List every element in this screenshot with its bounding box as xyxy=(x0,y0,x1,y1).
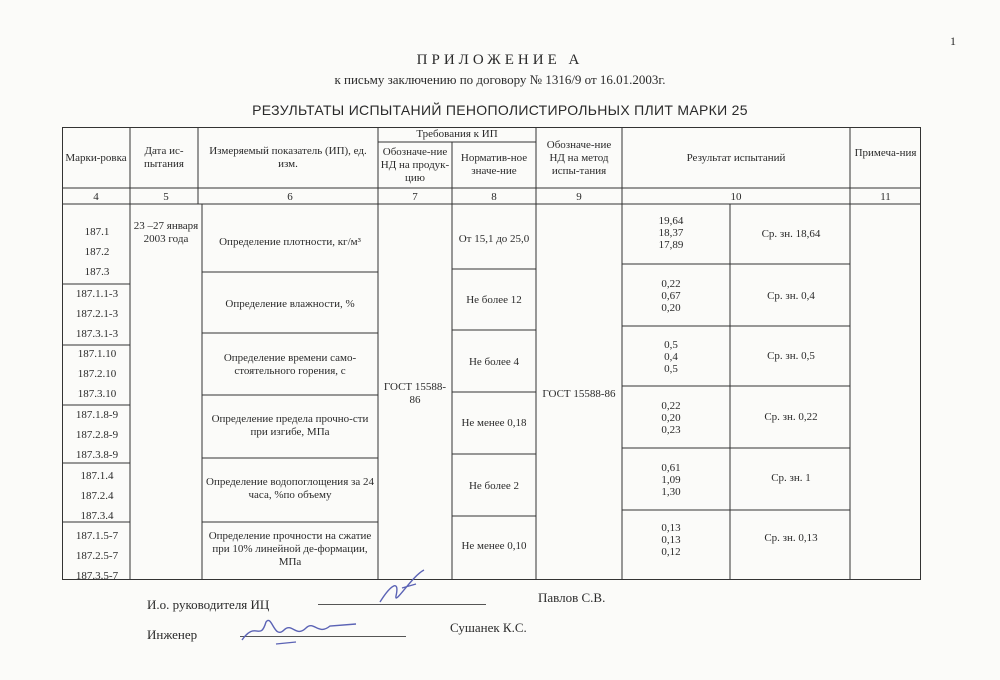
col-number: 10 xyxy=(730,190,742,203)
col-number: 6 xyxy=(287,190,293,203)
signature-name: Сушанек К.С. xyxy=(450,620,527,635)
result-value: 0,67 xyxy=(661,290,681,302)
result-value: 1,30 xyxy=(661,486,681,498)
appendix-subtitle: к письму заключению по договору № 1316/9 от 16.01.2003г. xyxy=(334,72,666,87)
marking: 187.2.1-3 xyxy=(75,308,119,320)
indicator-burning-time: Определение времени само-стоятельного горения, с xyxy=(223,352,357,377)
result-average: Ср. зн. 0,22 xyxy=(764,411,818,423)
nd-method: ГОСТ 15588-86 xyxy=(542,387,616,400)
nd-product: ГОСТ 15588-86 xyxy=(383,381,447,406)
marking: 187.3.4 xyxy=(80,510,114,522)
indicator-moisture: Определение влажности, % xyxy=(225,297,355,310)
header-test-result: Результат испытаний xyxy=(686,151,786,164)
result-value: 1,09 xyxy=(661,474,681,486)
indicator-bending-strength: Определение предела прочно-сти при изгибе, МПа xyxy=(211,413,369,438)
page-number: 1 xyxy=(950,34,956,48)
result-value: 0,4 xyxy=(664,351,678,363)
result-value: 18,37 xyxy=(658,227,684,239)
marking: 187.2.10 xyxy=(77,368,117,380)
result-value: 0,5 xyxy=(664,339,678,351)
header-marking: Марки-ровка xyxy=(65,151,127,164)
result-value: 0,13 xyxy=(661,522,681,534)
result-average: Ср. зн. 0,5 xyxy=(767,350,815,362)
header-requirements-group: Требования к ИП xyxy=(416,128,498,140)
marking: 187.3.8-9 xyxy=(75,449,119,461)
marking: 187.1.1-3 xyxy=(75,288,119,300)
marking: 187.3.5-7 xyxy=(75,570,119,582)
col-number: 7 xyxy=(412,190,418,203)
header-notes: Примеча-ния xyxy=(854,146,917,159)
marking: 187.1.4 xyxy=(80,470,114,482)
results-table xyxy=(62,124,922,584)
signature-role: И.о. руководителя ИЦ xyxy=(147,597,270,612)
norm-value: Не менее 0,18 xyxy=(461,416,527,429)
result-value: 0,61 xyxy=(661,462,681,474)
result-value: 0,12 xyxy=(661,546,681,558)
indicator-water-absorption: Определение водопоглощения за 24 часа, %по объему xyxy=(206,476,374,501)
result-value: 0,22 xyxy=(661,278,681,290)
norm-value: Не более 4 xyxy=(468,355,520,368)
results-title: РЕЗУЛЬТАТЫ ИСПЫТАНИЙ ПЕНОПОЛИСТИРОЛЬНЫХ ПЛИТ МАРКИ 25 xyxy=(252,102,748,118)
header-norm-value: Норматив-ное значе-ние xyxy=(460,152,528,177)
result-average: Ср. зн. 0,4 xyxy=(767,290,815,302)
header-test-date: Дата ис-пытания xyxy=(144,145,184,170)
norm-value: Не более 12 xyxy=(466,293,522,306)
result-value: 0,20 xyxy=(661,412,681,424)
col-number: 8 xyxy=(491,190,497,203)
norm-value: Не менее 0,10 xyxy=(461,539,527,552)
result-value: 19,64 xyxy=(658,215,684,227)
marking: 187.2 xyxy=(84,246,110,258)
marking: 187.1.5-7 xyxy=(75,530,119,542)
indicator-density: Определение плотности, кг/м³ xyxy=(219,235,361,248)
marking: 187.3.10 xyxy=(77,388,117,400)
result-average: Ср. зн. 0,13 xyxy=(764,532,818,544)
marking: 187.2.4 xyxy=(80,490,114,502)
result-value: 17,89 xyxy=(658,239,684,251)
header-nd-product: Обозначе-ние НД на продук-цию xyxy=(380,145,450,184)
result-value: 0,23 xyxy=(661,424,681,436)
header-nd-method: Обозначе-ние НД на метод испы-тания xyxy=(546,138,612,177)
header-indicator: Измеряемый показатель (ИП), ед. изм. xyxy=(209,145,367,170)
signature-mark xyxy=(372,566,442,608)
col-number: 5 xyxy=(163,190,169,203)
col-number: 4 xyxy=(93,190,99,203)
col-number: 9 xyxy=(576,190,582,203)
marking: 187.1.10 xyxy=(77,348,117,360)
result-value: 0,5 xyxy=(664,363,678,375)
indicator-compressive-strength: Определение прочности на сжатие при 10% линейной де-формации, МПа xyxy=(208,529,372,568)
appendix-title: ПРИЛОЖЕНИЕ А xyxy=(416,52,584,68)
result-value: 0,20 xyxy=(661,302,681,314)
result-average: Ср. зн. 1 xyxy=(771,472,811,484)
signature-mark xyxy=(236,612,366,648)
result-value: 0,13 xyxy=(661,534,681,546)
marking: 187.1.8-9 xyxy=(75,409,119,421)
signature-role: Инженер xyxy=(147,627,198,642)
result-value: 0,22 xyxy=(661,400,681,412)
marking: 187.2.5-7 xyxy=(75,550,119,562)
test-date: 23 –27 января 2003 года xyxy=(133,220,199,245)
norm-value: От 15,1 до 25,0 xyxy=(458,232,530,245)
result-average: Ср. зн. 18,64 xyxy=(761,228,821,240)
marking: 187.3 xyxy=(84,266,110,278)
col-number: 11 xyxy=(880,190,891,203)
norm-value: Не более 2 xyxy=(468,479,520,492)
marking: 187.2.8-9 xyxy=(75,429,119,441)
signature-name: Павлов С.В. xyxy=(538,590,606,605)
marking: 187.3.1-3 xyxy=(75,328,119,340)
marking: 187.1 xyxy=(84,226,110,238)
